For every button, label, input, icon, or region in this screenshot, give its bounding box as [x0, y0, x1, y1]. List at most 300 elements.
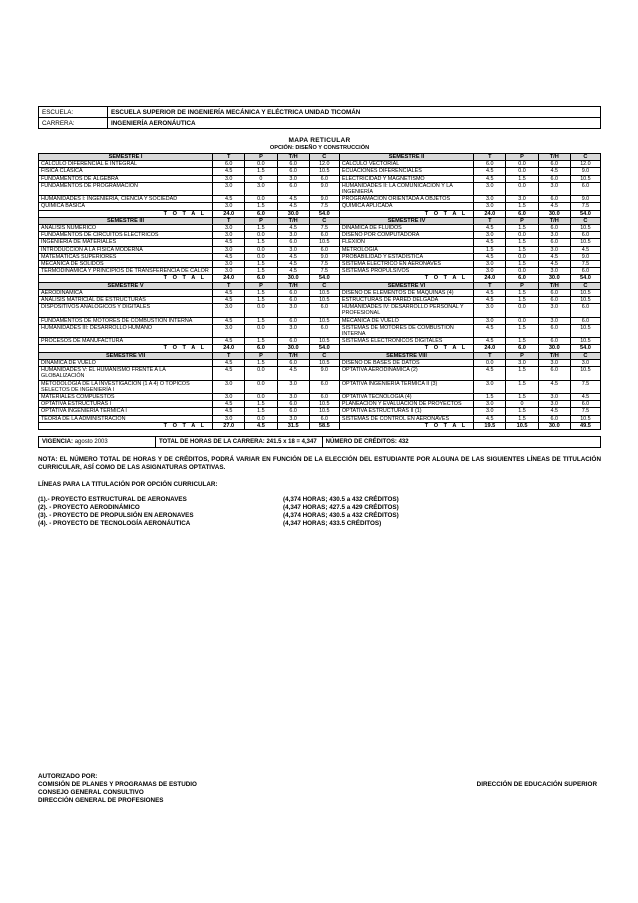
subject-name: DISEÑO DE BASES DE DATOS [339, 359, 473, 366]
subject-name: FUNDAMENTOS DE ÁLGEBRA [39, 175, 213, 182]
subject-value: 1.5 [506, 261, 538, 268]
subject-value: 0 [245, 175, 277, 182]
total-value: 30.0 [277, 275, 309, 282]
column-header: T/H [538, 217, 570, 224]
column-header: P [245, 352, 277, 359]
subject-value: 7.5 [570, 261, 600, 268]
total-value: 54.0 [570, 345, 600, 352]
subject-value: 6.0 [277, 317, 309, 324]
subject-value: 6.0 [538, 297, 570, 304]
subject-value: 10.5 [309, 168, 339, 175]
subject-name: INGENIERÍA DE MATERIALES [39, 239, 213, 246]
subject-value: 6.0 [570, 317, 600, 324]
subject-value: 1.5 [245, 168, 277, 175]
subject-value: 6.0 [277, 161, 309, 168]
subject-row [39, 175, 601, 182]
subject-value: 7.5 [309, 203, 339, 210]
subject-value: 10.5 [570, 415, 600, 422]
total-label: T O T A L [39, 275, 213, 282]
column-header: T [213, 282, 245, 289]
subject-value: 6.0 [570, 182, 600, 195]
subject-value: 4.5 [474, 168, 506, 175]
subject-value: 9.0 [570, 196, 600, 203]
subject-name: HUMANIDADES IV: DESARROLLO PERSONAL Y PROFESIONAL [339, 304, 473, 317]
subject-value: 4.5 [474, 324, 506, 337]
subject-value: 4.5 [474, 253, 506, 260]
subject-value: 3.0 [474, 317, 506, 324]
semester-title: SEMESTRE VII [39, 352, 213, 359]
subject-row [39, 253, 601, 260]
subject-name: PROBABILIDAD Y ESTADÍSTICA [339, 253, 473, 260]
subject-value: 1.5 [245, 408, 277, 415]
subject-name: ESTRUCTURAS DE PARED DELGADA [339, 297, 473, 304]
total-value: 6.0 [506, 210, 538, 217]
authorized-line-1: COMISIÓN DE PLANES Y PROGRAMAS DE ESTUDIO [38, 781, 197, 788]
subject-name: TERMODINÁMICA Y PRINCIPIOS DE TRANSFERENCIA DE CALOR [39, 268, 213, 275]
column-header: T [474, 154, 506, 161]
semester-header-row [39, 282, 601, 289]
subject-value: 7.5 [309, 268, 339, 275]
subject-value: 9.0 [309, 196, 339, 203]
total-value: 30.0 [277, 345, 309, 352]
subject-value: 4.5 [277, 268, 309, 275]
subject-name: OPTATIVA ESTRUCTURAS II (1) [339, 408, 473, 415]
titulation-name: (2). - PROYECTO AERODINÁMICO [38, 503, 140, 511]
subject-value: 9.0 [309, 253, 339, 260]
subject-value: 3.0 [213, 232, 245, 239]
total-value: 54.0 [570, 275, 600, 282]
subject-value: 6.0 [277, 289, 309, 296]
subject-name: QUÍMICA BÁSICA [39, 203, 213, 210]
subject-value: 4.5 [277, 253, 309, 260]
subject-value: 12.0 [309, 161, 339, 168]
subject-value: 4.5 [277, 196, 309, 203]
subject-row [39, 380, 601, 393]
subject-value: 3.0 [213, 324, 245, 337]
subject-value: 6.0 [538, 415, 570, 422]
subject-name: DISPOSITIVOS ANALÓGICOS Y DIGITALES [39, 304, 213, 317]
subject-value: 9.0 [309, 367, 339, 380]
subject-row [39, 415, 601, 422]
curriculum-grid [38, 153, 601, 430]
total-value: 10.5 [506, 422, 538, 429]
subject-value: 1.5 [506, 175, 538, 182]
subject-name: PROCESOS DE MANUFACTURA [39, 338, 213, 345]
subject-row [39, 393, 601, 400]
subject-value: 0.0 [245, 253, 277, 260]
subject-value: 7.5 [309, 225, 339, 232]
subject-value: 3.0 [213, 380, 245, 393]
authorization-block [38, 773, 601, 805]
subject-value: 12.0 [570, 161, 600, 168]
subject-value: 3.0 [474, 261, 506, 268]
subject-value: 10.5 [570, 297, 600, 304]
column-header: P [506, 217, 538, 224]
subject-value: 3.0 [538, 182, 570, 195]
total-value: 27.0 [213, 422, 245, 429]
total-hours: TOTAL DE HORAS DE LA CARRERA: 241.5 x 18 = 4,347 [156, 437, 323, 447]
column-header: T/H [277, 217, 309, 224]
column-header: T/H [277, 352, 309, 359]
subject-value: 0.0 [506, 253, 538, 260]
subject-value: 4.5 [538, 380, 570, 393]
subject-row [39, 289, 601, 296]
total-value: 4.5 [245, 422, 277, 429]
subject-value: 6.0 [277, 401, 309, 408]
column-header: C [570, 217, 600, 224]
subject-value: 3.0 [506, 196, 538, 203]
subject-value: 3.0 [474, 203, 506, 210]
total-value: 30.0 [538, 275, 570, 282]
total-value: 24.0 [474, 345, 506, 352]
subject-value: 6.0 [309, 393, 339, 400]
subject-value: 9.0 [570, 168, 600, 175]
subject-value: 0.0 [245, 161, 277, 168]
total-value: 31.5 [277, 422, 309, 429]
total-value: 19.5 [474, 422, 506, 429]
subject-value: 3.0 [277, 246, 309, 253]
total-row [39, 345, 601, 352]
subject-value: 3.0 [474, 304, 506, 317]
total-value: 54.0 [309, 345, 339, 352]
total-value: 49.5 [570, 422, 600, 429]
total-label: T O T A L [39, 422, 213, 429]
subject-value: 4.5 [538, 253, 570, 260]
column-header: T [474, 352, 506, 359]
subject-value: 3.0 [277, 232, 309, 239]
subject-value: 6.0 [538, 175, 570, 182]
subject-value: 4.5 [538, 203, 570, 210]
semester-title: SEMESTRE IV [339, 217, 473, 224]
column-header: T/H [538, 352, 570, 359]
vigencia-label: VIGENCIA: [42, 438, 74, 445]
authorized-line-3: DIRECCIÓN GENERAL DE PROFESIONES [38, 797, 164, 804]
column-header: T/H [277, 154, 309, 161]
total-value: 54.0 [309, 275, 339, 282]
subject-name: FLEXIÓN [339, 239, 473, 246]
subject-value: 1.5 [474, 246, 506, 253]
subject-value: 7.5 [570, 408, 600, 415]
subject-value: 0.0 [506, 268, 538, 275]
subject-value: 0.0 [506, 232, 538, 239]
subject-value: 0.0 [506, 182, 538, 195]
subject-value: 6.0 [309, 246, 339, 253]
subject-value: 10.5 [309, 338, 339, 345]
semester-title: SEMESTRE VIII [339, 352, 473, 359]
subject-value: 3.0 [474, 401, 506, 408]
subject-value: 1.5 [506, 324, 538, 337]
titulation-lines [38, 496, 601, 528]
semester-title: SEMESTRE III [39, 217, 213, 224]
subject-value: 1.5 [506, 380, 538, 393]
subject-value: 6.0 [309, 380, 339, 393]
subject-value: 4.5 [213, 408, 245, 415]
subject-value: 4.5 [213, 338, 245, 345]
total-value: 6.0 [506, 275, 538, 282]
subject-value: 3.0 [213, 393, 245, 400]
subject-value: 3.0 [213, 268, 245, 275]
subject-value: 0.0 [245, 415, 277, 422]
column-header: T/H [277, 282, 309, 289]
subject-value: 3.0 [213, 415, 245, 422]
subject-name: SISTEMAS ELECTRÓNICOS DIGITALES [339, 338, 473, 345]
subject-row [39, 408, 601, 415]
subject-name: CÁLCULO DIFERENCIAL E INTEGRAL [39, 161, 213, 168]
subject-value: 3.0 [474, 268, 506, 275]
school-value: ESCUELA SUPERIOR DE INGENIERÍA MECÁNICA Y ELÉCTRICA UNIDAD TICOMÁN [108, 107, 601, 118]
subject-value: 3.0 [538, 317, 570, 324]
subject-value: 6.0 [538, 196, 570, 203]
subject-value: 3.0 [538, 304, 570, 317]
subject-value: 1.5 [245, 203, 277, 210]
subject-name: MATEMÁTICAS SUPERIORES [39, 253, 213, 260]
subject-value: 1.5 [506, 408, 538, 415]
subject-value: 0.0 [245, 393, 277, 400]
subject-name: CÁLCULO VECTORIAL [339, 161, 473, 168]
titulation-hours: (4,374 HORAS; 430.5 a 432 CRÉDITOS) [283, 511, 399, 519]
total-label: T O T A L [39, 345, 213, 352]
subject-name: PROGRAMACIÓN ORIENTADA A OBJETOS [339, 196, 473, 203]
subject-name: DINÁMICA DE VUELO [39, 359, 213, 366]
column-header: P [506, 154, 538, 161]
subject-value: 0.0 [474, 359, 506, 366]
subject-value: 0.0 [506, 317, 538, 324]
subject-value: 1.5 [245, 225, 277, 232]
subject-value: 3.0 [570, 359, 600, 366]
total-value: 24.0 [213, 275, 245, 282]
subject-row [39, 225, 601, 232]
subject-value: 3.0 [277, 175, 309, 182]
total-value: 54.0 [570, 210, 600, 217]
subject-value: 4.5 [277, 203, 309, 210]
subject-value: 6.0 [538, 338, 570, 345]
subject-value: 3.0 [538, 268, 570, 275]
subject-value: 3.0 [213, 225, 245, 232]
column-header: P [245, 282, 277, 289]
subject-value: 1.5 [506, 225, 538, 232]
subject-value: 3.0 [474, 232, 506, 239]
subject-value: 4.5 [538, 168, 570, 175]
total-value: 24.0 [474, 210, 506, 217]
subject-value: 4.5 [474, 297, 506, 304]
subject-value: 0.0 [245, 304, 277, 317]
subject-value: 3.0 [277, 380, 309, 393]
subject-value: 6.0 [570, 304, 600, 317]
titulation-hours: (4,347 HORAS; 427.5 a 429 CRÉDITOS) [283, 503, 399, 511]
titulation-line [38, 504, 601, 512]
subject-name: QUÍMICA APLICADA [339, 203, 473, 210]
subject-value: 4.5 [538, 261, 570, 268]
subject-name: ECUACIONES DIFERENCIALES [339, 168, 473, 175]
subject-value: 0.0 [245, 246, 277, 253]
subject-name: TEORÍA DE LA ADMINISTRACIÓN [39, 415, 213, 422]
column-header: C [570, 282, 600, 289]
subject-value: 6.0 [277, 408, 309, 415]
subject-value: 3.0 [213, 304, 245, 317]
subject-value: 3.0 [506, 359, 538, 366]
subject-value: 3.0 [474, 182, 506, 195]
total-label: T O T A L [39, 210, 213, 217]
subject-value: 4.5 [277, 225, 309, 232]
subject-value: 3.0 [213, 261, 245, 268]
total-value: 30.0 [538, 345, 570, 352]
titulation-name: (1).- PROYECTO ESTRUCTURAL DE AERONAVES [38, 495, 187, 503]
vigencia-cell [39, 437, 156, 447]
subject-value: 1.5 [245, 268, 277, 275]
subject-row [39, 268, 601, 275]
subject-value: 6.0 [309, 304, 339, 317]
subject-value: 6.0 [277, 359, 309, 366]
subject-name: HUMANIDADES III: DESARROLLO HUMANO [39, 324, 213, 337]
subject-value: 1.5 [245, 239, 277, 246]
semester-header-row [39, 352, 601, 359]
subject-value: 1.5 [506, 246, 538, 253]
total-value: 54.0 [309, 210, 339, 217]
total-label: T O T A L [339, 210, 473, 217]
subject-name: FUNDAMENTOS DE PROGRAMACIÓN [39, 182, 213, 195]
subject-name: METROLOGÍA [339, 246, 473, 253]
subject-value: 1.5 [506, 289, 538, 296]
column-header: T [474, 282, 506, 289]
subject-value: 0.0 [245, 324, 277, 337]
subject-value: 4.5 [213, 297, 245, 304]
total-value: 30.0 [538, 210, 570, 217]
subject-name: PLANEACIÓN Y EVALUACIÓN DE PROYECTOS [339, 401, 473, 408]
subject-value: 6.0 [538, 161, 570, 168]
titulation-name: (3). - PROYECTO DE PROPULSIÓN EN AERONAVES [38, 511, 194, 519]
subject-value: 4.5 [538, 408, 570, 415]
subject-value: 1.5 [245, 401, 277, 408]
subject-value: 0.0 [506, 161, 538, 168]
titulation-line [38, 520, 601, 528]
subject-value: 3.0 [277, 324, 309, 337]
subject-name: HUMANIDADES I: INGENIERÍA, CIENCIA Y SOCIEDAD [39, 196, 213, 203]
subject-name: MECÁNICA DE VUELO [339, 317, 473, 324]
subject-value: 4.5 [277, 367, 309, 380]
subject-row [39, 232, 601, 239]
total-value: 6.0 [245, 275, 277, 282]
subject-value: 3.0 [474, 380, 506, 393]
school-label: ESCUELA: [39, 107, 108, 118]
subject-row [39, 261, 601, 268]
column-header: T [213, 352, 245, 359]
subject-value: 4.5 [213, 367, 245, 380]
subject-value: 3.0 [213, 175, 245, 182]
total-row [39, 210, 601, 217]
subject-row [39, 401, 601, 408]
subject-value: 4.5 [213, 359, 245, 366]
subject-name: ANÁLISIS MATRICIAL DE ESTRUCTURAS [39, 297, 213, 304]
subject-value: 0.0 [245, 367, 277, 380]
subject-value: 0 [506, 401, 538, 408]
column-header: T/H [538, 154, 570, 161]
subject-name: INTRODUCCIÓN A LA FÍSICA MODERNA [39, 246, 213, 253]
subject-value: 6.0 [309, 324, 339, 337]
subject-value: 1.5 [506, 203, 538, 210]
total-label: T O T A L [339, 275, 473, 282]
authorized-line-2: CONSEJO GENERAL CONSULTIVO [38, 789, 144, 796]
subject-value: 6.0 [277, 168, 309, 175]
subject-value: 1.5 [506, 239, 538, 246]
subject-value: 9.0 [309, 182, 339, 195]
subject-value: 1.5 [506, 393, 538, 400]
map-title: MAPA RETICULAR [288, 137, 351, 144]
subject-value: 1.5 [245, 261, 277, 268]
subject-value: 4.5 [474, 239, 506, 246]
subject-value: 4.5 [474, 338, 506, 345]
subject-value: 4.5 [474, 175, 506, 182]
subject-value: 3.0 [213, 246, 245, 253]
map-subtitle: OPCIÓN: DISEÑO Y CONSTRUCCIÓN [269, 145, 370, 151]
subject-row [39, 182, 601, 195]
subject-value: 1.5 [245, 289, 277, 296]
subject-value: 1.5 [245, 359, 277, 366]
subject-value: 1.5 [245, 338, 277, 345]
subject-value: 3.0 [538, 359, 570, 366]
subject-name: HUMANIDADES V: EL HUMANISMO FRENTE A LA GLOBALIZACIÓN [39, 367, 213, 380]
subject-value: 10.5 [570, 225, 600, 232]
subject-value: 4.5 [474, 415, 506, 422]
subject-row [39, 359, 601, 366]
subject-name: OPTATIVA INGENIERÍA TÉRMICA I [39, 408, 213, 415]
subject-value: 6.0 [538, 225, 570, 232]
subject-name: DINÁMICA DE FLUIDOS [339, 225, 473, 232]
subject-value: 7.5 [570, 380, 600, 393]
subject-value: 3.0 [277, 304, 309, 317]
subject-value: 3.0 [277, 415, 309, 422]
subject-name: MATERIALES COMPUESTOS [39, 393, 213, 400]
subject-value: 6.0 [309, 415, 339, 422]
subject-value: 4.5 [474, 367, 506, 380]
subject-value: 6.0 [309, 175, 339, 182]
subject-value: 0.0 [245, 380, 277, 393]
total-value: 58.5 [309, 422, 339, 429]
credits-count: NÚMERO DE CRÉDITOS: 432 [325, 438, 409, 445]
subject-value: 1.5 [506, 367, 538, 380]
subject-row [39, 168, 601, 175]
subject-value: 4.5 [213, 317, 245, 324]
subject-value: 3.0 [538, 401, 570, 408]
column-header: C [570, 352, 600, 359]
subject-name: HUMANIDADES II: LA COMUNICACIÓN Y LA INGENIERÍA [339, 182, 473, 195]
subject-row [39, 239, 601, 246]
subject-name: SISTEMAS DE MOTORES DE COMBUSTIÓN INTERNA [339, 324, 473, 337]
total-value: 6.0 [245, 345, 277, 352]
subject-value: 4.5 [570, 246, 600, 253]
semester-title: SEMESTRE II [339, 154, 473, 161]
subject-value: 4.5 [213, 239, 245, 246]
subject-value: 4.5 [213, 168, 245, 175]
subject-value: 10.5 [309, 408, 339, 415]
subject-value: 0.0 [245, 196, 277, 203]
subject-value: 6.0 [277, 297, 309, 304]
vigencia-bar [38, 436, 601, 448]
subject-name: OPTATIVA AERODINÁMICA (2) [339, 367, 473, 380]
column-header: P [245, 154, 277, 161]
subject-name: DISEÑO DE ELEMENTOS DE MÁQUINAS (4) [339, 289, 473, 296]
column-header: C [309, 217, 339, 224]
note-paragraph: NOTA: EL NÚMERO TOTAL DE HORAS Y DE CRÉDITOS, PODRÁ VARIAR EN FUNCIÓN DE LA ELECCIÓN DEL ESTUDIANTE POR ALGUNA DE LAS SIGUIENTES LÍNEAS DE TITULACIÓN CURRICULAR, ASÍ COMO DE LAS ASIGNATURAS OPTATIVAS. [38, 455, 601, 472]
subject-value: 10.5 [309, 239, 339, 246]
total-value: 24.0 [213, 345, 245, 352]
total-value: 30.0 [277, 210, 309, 217]
subject-value: 6.0 [570, 268, 600, 275]
subject-row [39, 304, 601, 317]
subject-row [39, 203, 601, 210]
subject-value: 1.5 [506, 338, 538, 345]
subject-value: 0.0 [245, 232, 277, 239]
subject-value: 0.0 [506, 168, 538, 175]
